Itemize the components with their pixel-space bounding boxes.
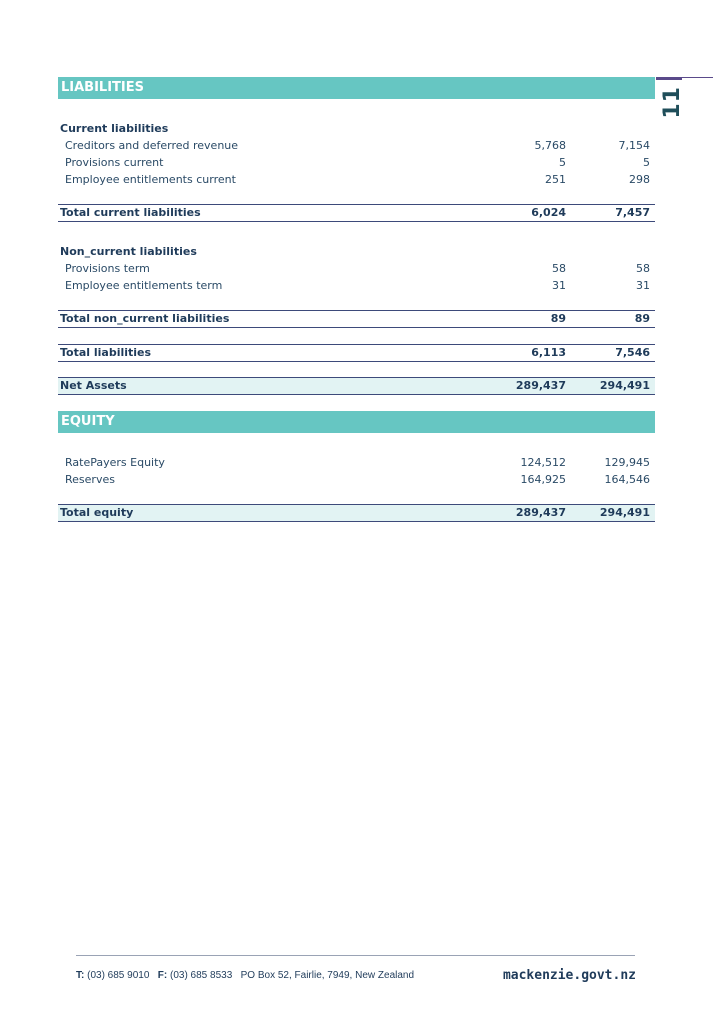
row-label: Employee entitlements current xyxy=(65,173,236,186)
row-label: Total equity xyxy=(60,506,134,519)
value-prior-year: 298 xyxy=(629,173,650,186)
value-prior-year: 89 xyxy=(634,312,650,325)
value-current-year: 124,512 xyxy=(520,456,566,469)
table-row xyxy=(58,471,655,488)
page-number: 11 xyxy=(660,86,685,119)
value-current-year: 251 xyxy=(545,173,566,186)
row-label: Net Assets xyxy=(60,379,127,392)
row-label: Total non_current liabilities xyxy=(60,312,230,325)
website-link[interactable]: mackenzie.govt.nz xyxy=(502,968,636,983)
value-prior-year: 164,546 xyxy=(604,473,650,486)
row-label: Provisions term xyxy=(65,262,150,275)
value-current-year: 89 xyxy=(550,312,566,325)
current-liabilities-heading xyxy=(58,120,655,137)
row-label: Creditors and deferred revenue xyxy=(65,139,239,152)
phone-number: (03) 685 9010 xyxy=(87,970,150,981)
value-current-year: 289,437 xyxy=(515,506,566,519)
fax-number: (03) 685 8533 xyxy=(169,970,233,981)
table-row xyxy=(58,137,655,154)
value-prior-year: 7,546 xyxy=(615,346,650,359)
value-prior-year: 5 xyxy=(643,156,650,169)
value-current-year: 5,768 xyxy=(534,139,566,152)
net-assets-row xyxy=(58,377,655,395)
value-prior-year: 58 xyxy=(636,262,650,275)
row-label: Total current liabilities xyxy=(60,206,201,219)
value-prior-year: 294,491 xyxy=(599,506,650,519)
value-prior-year: 7,154 xyxy=(618,139,650,152)
noncurrent-liabilities-heading xyxy=(58,243,655,260)
value-current-year: 6,113 xyxy=(531,346,566,359)
table-row xyxy=(58,154,655,171)
corner-accent-bar xyxy=(656,77,682,80)
value-prior-year: 294,491 xyxy=(599,379,650,392)
value-current-year: 58 xyxy=(552,262,566,275)
row-label: Employee entitlements term xyxy=(65,279,223,292)
value-current-year: 31 xyxy=(552,279,566,292)
table-row xyxy=(58,171,655,188)
total-equity-row xyxy=(58,504,655,522)
liabilities-section-header: LIABILITIES xyxy=(58,77,655,99)
footer xyxy=(76,970,636,986)
footer-divider xyxy=(76,955,635,956)
row-label: RatePayers Equity xyxy=(65,456,165,469)
row-label: Non_current liabilities xyxy=(60,245,197,258)
table-row xyxy=(58,260,655,277)
row-label: Current liabilities xyxy=(60,122,169,135)
phone-label: T: xyxy=(76,970,85,981)
equity-section-header: EQUITY xyxy=(58,411,655,433)
corner-accent-line xyxy=(682,77,713,78)
value-current-year: 6,024 xyxy=(531,206,566,219)
value-current-year: 289,437 xyxy=(515,379,566,392)
row-label: Provisions current xyxy=(65,156,164,169)
value-current-year: 5 xyxy=(559,156,566,169)
fax-label: F: xyxy=(157,970,168,981)
total-noncurrent-liabilities-row xyxy=(58,310,655,328)
row-label: Total liabilities xyxy=(60,346,152,359)
value-prior-year: 7,457 xyxy=(615,206,650,219)
value-current-year: 164,925 xyxy=(520,473,566,486)
total-current-liabilities-row xyxy=(58,204,655,222)
table-row xyxy=(58,454,655,471)
postal-address: PO Box 52, Fairlie, 7949, New Zealand xyxy=(240,970,415,981)
row-label: Reserves xyxy=(65,473,115,486)
value-prior-year: 129,945 xyxy=(604,456,650,469)
table-row xyxy=(58,277,655,294)
value-prior-year: 31 xyxy=(636,279,650,292)
total-liabilities-row xyxy=(58,344,655,362)
